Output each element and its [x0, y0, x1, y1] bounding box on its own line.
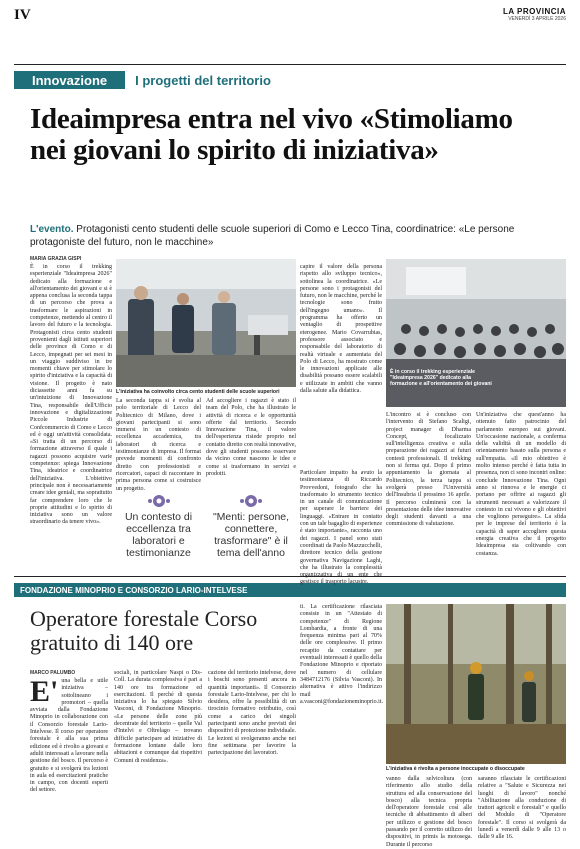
- section2-bar: FONDAZIONE MINOPRIO E CONSORZIO LARIO-INTELVESE: [14, 583, 566, 597]
- section-subtitle: I progetti del territorio: [135, 72, 271, 88]
- article-column-5: L'incontro si è concluso con l'intervento di Stefano Scaligi, project manager di Dharma Concept, focalizzato sull'intelligenza creativa e sulla preparazione dei ragazzi ai futuri contesti professionali. Il trekking non si ferma qui. Dopo il primo appuntamento la giornata al Politecnico, la terza tappa si svolgerà presso l'Università dell'Insubria il prossimo 16 aprile. Il percorso culminerà con la presentazione delle idee innovative degli studenti davanti a una commissione di valutazione.: [386, 412, 471, 528]
- section-label: Innovazione: [14, 71, 125, 89]
- article-deck: [30, 223, 550, 249]
- article-headline: Ideaimpresa entra nel vivo «Stimoliamo nei giovani lo spirito di iniziativa»: [30, 103, 513, 166]
- photo-students-lab-image: [116, 259, 296, 387]
- article2-column-1-text: una bella e utile iniziativa – sottolineano i promotori – quella avviata dalla Fondazione Minoprio in collaborazione con il Consorzio forestale Lario-Intelvese. Il corso per operatore forestale è alla sua prima edizione ed è rivolto a giovani e adulti interessati a lavorare nella gestione del bosco. Il percorso è gratuito e si svolgerà tra lezioni in aula ed esercitazioni pratiche in campo, con docenti esperti del settore.: [30, 678, 108, 794]
- pull-quote-2-text: "Menti: persone, connettere, trasformare" è il tema dell'anno: [212, 511, 290, 559]
- article-byline: MARIA GRAZIA GISPI: [30, 256, 82, 262]
- article2-column-3: cazione del territorio intelvese, dove i boschi sono presenti ancora in quantità importanti». Il Consorzio forestale Lario-Intelvese, per chi lo desidera, offre la possibilità di un tirocinio formativo retribuito, così come a carico dei singoli partecipanti sono anche previsti dei dispositivi di protezione individuale. Le lezioni si svolgeranno anche nei fine settimana per favorire la partecipazione dei lavoratori.: [208, 670, 296, 757]
- photo-forest-workers-caption: L'iniziativa è rivolta a persone inoccupate o disoccupate: [386, 766, 525, 772]
- article-column-6: Un'iniziativa che quest'anno ha ottenuto fatto patrocinio del parlamento europeo sui giovani. Un'occasione nazionale, a conferma della validità di un modello di orientamento basato sulla persona e sull'empatia. «Il mio obiettivo è molto intenso perché è fatta tutta in presenza, non ci sono incontri online: conclude Innovazione Tina. Ogni anno si rinnova e le energie ci portano per offrire ai ragazzi gli strumenti necessari a valorizzare il contesto in cui vivono e gli obiettivi che vogliono perseguire». La sfida per le imprese del territorio è la capacità di saper accogliere questa energia creativa che il progetto Ideaimpresa sta coltivando con costanza.: [476, 412, 566, 557]
- pull-quote-1-text: Un contesto di eccellenza tra laboratori e testimonianze: [124, 511, 193, 559]
- article-column-1: È in corso il trekking esperienziale "Ideaimpresa 2026" dedicato alla formazione e all'orientamento dei giovani e si è appena conclusa la seconda tappa di un percorso che prova a trasformare le aspirazioni in competenze, mettendo al centro il lavoro del futuro e la tecnologia. Protagonisti circa cento studenti provenienti dagli istituti superiori delle province di Como e di Lecco, impegnati per sei mesi in un viaggio suddiviso in tre momenti chiave per stimolare lo spirito d'iniziativa e la capacità di visione. Il progetto è nato diciassette anni fa su un'intuizione di Innovazione Tina, responsabile dell'Ufficio innovazione e digitalizzazione Piccole Industrie di Confcommercio di Como e Lecco ed è oggi un'attività consolidata. «Si tratta di un percorso di formazione attraverso il quale i ragazzi possono acquisire varie competenze: spiega Innovazione Tina, ideatrice e coordinatrice dell'iniziativa. L'obiettivo principale non è necessariamente creare idee geniali, ma soprattutto far comprendere loro che le proprie attitudini e lo spirito di iniziativa sono un valore straordinario da tenere vivo».: [30, 264, 112, 526]
- article2-byline: MARCO PALUMBO: [30, 670, 76, 676]
- photo-forest-workers: [386, 604, 566, 764]
- article2-column-6: saranno rilasciate le certificazioni relative a "Salute e Sicurezza nei luoghi di lavoro" nonché "Abilitazione alla conduzione di trattori agricoli e forestali" e quello del Modulo di "Operatore forestale". Il corso si svolgerà da lunedì a venerdì dalle 9 alle 13 o dalle 9 alle 16.: [478, 776, 566, 841]
- quote-icon: [240, 494, 262, 508]
- masthead-rule: [14, 64, 566, 65]
- section-bar: [14, 71, 271, 89]
- article-deck-text: Protagonisti cento studenti delle scuole superiori di Como e Lecco Tina, coordinatrice: «Le persone protagoniste del futuro, non le macchine»: [30, 224, 515, 248]
- page-number: IV: [14, 7, 31, 23]
- article2-dropcap: E': [30, 675, 59, 708]
- photo-students-lab-caption: L'iniziativa ha coinvolto circa cento studenti delle scuole superiori: [116, 389, 280, 395]
- section-divider: [14, 576, 566, 577]
- pull-quote-2: [206, 494, 296, 559]
- article-column-3: Ad accogliere i ragazzi è stato il team del Polo, che ha illustrato le attività di ricerca e le opportunità offerte dal territorio. Secondo Innovazione Tina, il valore dell'esperienza risiede proprio nel contatto diretto con realtà innovative, dove gli studenti possono osservare da vicino come nascono le idee e come si trasformano in servizi e prodotti.: [206, 398, 296, 477]
- article-kicker: L'evento.: [30, 224, 74, 235]
- article2-headline: Operatore forestale Corso gratuito di 140 ore: [30, 606, 258, 655]
- photo-students-lab: [116, 259, 296, 387]
- newspaper-name: LA PROVINCIA: [502, 7, 566, 16]
- article2-column-5: vanno dalla selvicoltura (con riferimento allo studio della struttura ed alla conservazione del bosco) alla tecnica propria dell'operatore forestale così alle tecniche di abbattimento di alberi per utilizzo e gestione del bosco passando per il corretto utilizzo dei dispositivi, in primis la motosega. Durante il percorso: [386, 776, 472, 848]
- photo-lecture-hall-caption: È in corso il trekking esperienziale "Ideaimpresa 2026" dedicato alla formazione e all'orientamento dei giovani: [390, 369, 492, 387]
- article-column-4: capire il valore della persona rispetto allo sviluppo tecnico», sottolinea la coordinatrice. «Le persone sono i protagonisti del futuro, non le macchine, perché le tecnologie sono frutto dell'ingegno umano». Il programma ha offerto un ventaglio di prospettive eterogenee. Mario Covarrubias, professore associato e responsabile del laboratorio di realtà virtuale e aumentata del Polo di Lecco, ha mostrato come le innovazioni applicate alle disabilità possano essere scalabili e utilizzate in ambiti che vanno dalla salute alla didattica.: [300, 264, 382, 395]
- article-column-4-continued: Particolare impatto ha avuto la testimonianza di Riccardo Provvedoni, fotografo che ha trasformato lo strumento tecnico in un canale di comunicazione per superare le barriere dei linguaggi. «Entrare in contatto con un tale bagaglio di esperienze è stato importante», racconta uno dei ragazzi. I panel sono stati coordinati da Paolo Mazzucchelli, direttore tecnico della gestione governativa Navigazione Laghi, che ha illustrato la complessità organizzativa di un ente che gestisce il trasporto lacustre.: [300, 470, 382, 586]
- masthead: [503, 7, 566, 22]
- article2-column-1: [30, 675, 108, 840]
- article2-column-2: sociali, in particolare Naspi o Dis-Coll. La durata complessiva è pari a 140 ore tra formazione ed esercitazioni. Il perché di questa iniziativa lo ha spiegato Silvio Vasconi, di Fondazione Minoprio. «Le persone delle zone più decentrate del territorio – quelle Val d'Intelvi e Oltrelago – trovano difficile partecipare ad iniziative di formazione lontane dalle loro abitazioni e comunque dai rispettivi Comuni di residenza».: [114, 670, 202, 764]
- photo-forest-workers-image: [386, 604, 566, 764]
- article2-column-4: ti. La certificazione rilasciata consiste in un "Attestato di competenze" di Regione Lombardia, a fronte di una frequenza minima pari al 70% delle ore complessive. Il primo recapito da contattare per eventuali interessati è quello della Fondazione Minoprio e riportato nel numero di cellulare 3484712176 (Silvia Vasconi). In alternativa è attivo l'indirizzo mail a.vasconi@fondazioneminoprio.it.: [300, 604, 384, 705]
- quote-icon: [148, 494, 170, 508]
- article-column-2: La seconda tappa si è svolta al polo territoriale di Lecco del Politecnico di Milano, dove i giovani partecipanti si sono immersi in un contesto di eccellenza accademica, tra laboratori di ricerca e testimonianze di impresa. Il format prevede momenti di confronto diretto con professionisti e ricercatori, capaci di raccontare in prima persona come si costruisce un progetto.: [116, 398, 201, 492]
- pull-quote-1: [116, 494, 201, 559]
- issue-date: VENERDÌ 3 APRILE 2026: [508, 16, 566, 22]
